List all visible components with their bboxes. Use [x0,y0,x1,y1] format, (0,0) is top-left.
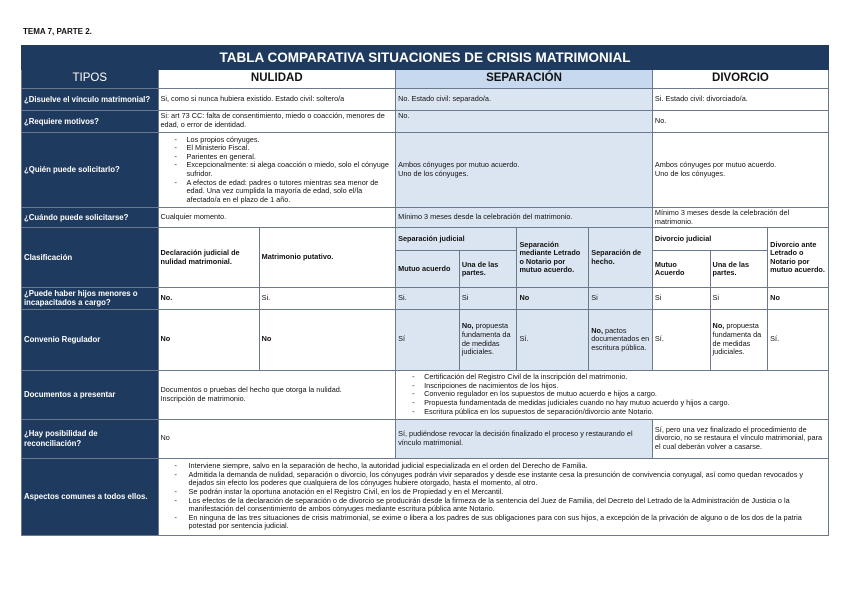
header-separacion: SEPARACIÓN [396,70,653,89]
clasificacion-sep-mutuo: Mutuo acuerdo [396,251,460,288]
solicitar-nulidad-list [161,136,394,205]
list-item: - Interviene siempre, salvo en la separación de hecho, la autoridad judicial especializada en el orden del Derecho de Familia. [175,462,827,471]
documentos-nulidad-line2: Inscripción de matrimonio. [160,393,246,403]
clasificacion-div-letrado: Divorcio ante Letrado o Notario por mutuo acuerdo. [768,228,829,288]
motivos-nulidad: Si: art 73 CC: falta de consentimiento, miedo o coacción, menores de edad, o error de identidad. [158,111,396,133]
clasificacion-div-mutuo: Mutuo Acuerdo [652,251,710,288]
solicitar-separacion-line2: Uno de los cónyuges. [398,169,469,178]
disuelve-separacion: No. Estado civil: separado/a. [396,89,653,111]
hijos-div-letrado: No [768,288,829,309]
hijos-nul-putativo: Si. [259,288,396,309]
row-label-motivos: ¿Requiere motivos? [22,111,159,133]
convenio-sep-una-text: propuesta fundamenta da de medidas judiciales. [461,321,511,357]
header-divorcio: DIVORCIO [652,70,828,89]
convenio-sep-hecho-text: pactos documentados en escritura pública. [591,325,650,352]
aspectos-list [161,462,827,531]
convenio-sep-letrado: Sí. [517,309,589,370]
reconciliacion-separacion: Sí, pudiéndose revocar la decisión finalizado el proceso y restaurando el vínculo matrimonial. [396,419,653,458]
disuelve-divorcio: Si. Estado civil: divorciado/a. [652,89,828,111]
hijos-sep-letrado: No [517,288,589,309]
list-item: - Escritura pública en los supuestos de separación/divorcio ante Notario. [412,408,826,417]
comparison-table [21,45,829,536]
list-item: - Convenio regulador en los supuestos de mutuo acuerdo e hijos a cargo. [412,390,826,399]
convenio-div-mutuo: Sí. [652,309,710,370]
clasificacion-sep-una: Una de las partes. [459,251,517,288]
convenio-sep-hecho [589,309,653,370]
motivos-separacion: No. [396,111,653,133]
clasificacion-sep-judicial: Separación judicial [396,228,517,251]
solicitar-divorcio [652,133,828,208]
solicitar-divorcio-line2: Uno de los cónyuges. [654,169,726,178]
convenio-div-una-bold: No, [712,321,725,331]
cuando-separacion: Mínimo 3 meses desde la celebración del matrimonio. [396,208,653,228]
hijos-sep-una: Si [459,288,517,309]
list-item: - Excepcionalmente: si alega coacción o miedo, solo el cónyuge sufridor. [175,161,394,178]
convenio-sep-hecho-bold: No, [591,325,603,335]
document-header: TEMA 7, PARTE 2. [23,27,92,36]
list-item: - Admitida la demanda de nulidad, separación o divorcio, los cónyuges podrán vivir separados y desde ese instante cesa la presunción de convivencia conyugal, así como quedan revocados y dejados sin efecto los poderes que cualquiera de los cónyuges hubiere otorgado, hasta el momento, al otro. [175,471,827,488]
cuando-divorcio: Mínimo 3 meses desde la celebración del matrimonio. [652,208,828,228]
hijos-sep-hecho: Si [589,288,653,309]
row-label-cuando: ¿Cuándo puede solicitarse? [22,208,159,228]
disuelve-nulidad: Si, como si nunca hubiera existido. Estado civil: soltero/a [158,89,396,111]
list-item: - Certificación del Registro Civil de la inscripción del matrimonio. [412,373,826,382]
list-item: - Propuesta fundamentada de medidas judiciales cuando no hay mutuo acuerdo y hijos a cargo. [412,399,826,408]
convenio-sep-una-bold: No, [461,321,474,331]
list-item: - A efectos de edad: padres o tutores mientras sea menor de edad. Una vez cumplida la mayoría de edad, solo el/la afectado/a en el plazo de 1 año. [175,179,394,205]
clasificacion-sep-hecho: Separación de hecho. [589,228,653,288]
list-item: - Se podrán instar la oportuna anotación en el Registro Civil, en los de Propiedad y en el Mercantil. [175,488,827,497]
header-tipos: TIPOS [22,70,159,89]
row-label-documentos: Documentos a presentar [22,370,159,419]
table-title: TABLA COMPARATIVA SITUACIONES DE CRISIS MATRIMONIAL [22,46,829,70]
reconciliacion-nulidad: No [158,419,396,458]
solicitar-nulidad [158,133,396,208]
motivos-divorcio: No. [652,111,828,133]
clasificacion-div-judicial: Divorcio judicial [652,228,767,251]
convenio-sep-una [459,309,517,370]
list-item: - El Ministerio Fiscal. [175,144,394,153]
hijos-sep-mutuo: Si. [396,288,460,309]
solicitar-divorcio-line1: Ambos cónyuges por mutuo acuerdo. [654,160,777,170]
row-label-solicitar: ¿Quién puede solicitarlo? [22,133,159,208]
list-item: - Inscripciones de nacimientos de los hijos. [412,382,826,391]
cuando-nulidad: Cualquier momento. [158,208,396,228]
clasificacion-div-una: Una de las partes. [710,251,768,288]
hijos-div-mutuo: Si [652,288,710,309]
row-label-convenio: Convenio Regulador [22,309,159,370]
documentos-nulidad [158,370,396,419]
solicitar-separacion-line1: Ambos cónyuges por mutuo acuerdo. [398,160,520,170]
convenio-div-una-text: propuesta fundamenta da de medidas judiciales. [712,321,762,357]
row-label-aspectos: Aspectos comunes a todos ellos. [22,458,159,535]
reconciliacion-divorcio: Sí, pero una vez finalizado el procedimiento de divorcio, no se restaura el vínculo matrimonial, para el cual deberán volver a casarse. [652,419,828,458]
list-item: - En ninguna de las tres situaciones de crisis matrimonial, se exime o libera a los padres de sus obligaciones para con sus hijos, a excepción de la privación de alguno o de los dos de la patria potestad por sentencia judicial. [175,514,827,531]
aspectos-comunes [158,458,829,535]
list-item: - Los propios cónyuges. [175,136,394,145]
clasificacion-sep-letrado: Separación mediante Letrado o Notario por mutuo acuerdo. [517,228,589,288]
convenio-div-letrado: Sí. [768,309,829,370]
header-nulidad: NULIDAD [158,70,396,89]
solicitar-separacion [396,133,653,208]
convenio-nul-declaracion: No [158,309,259,370]
row-label-disuelve: ¿Disuelve el vínculo matrimonial? [22,89,159,111]
list-item: - Los efectos de la declaración de separación o de divorcio se producirán desde la firmeza de la sentencia del Juez de Familia, del Decreto del Letrado de la Administración de Justicia o la manifestación del consentimiento de ambos cónyuges mediante escritura pública ante Notario. [175,497,827,514]
documentos-nulidad-line1: Documentos o pruebas del hecho que otorga la nulidad. [160,384,342,394]
documentos-list [398,373,826,416]
hijos-nul-declaracion: No. [158,288,259,309]
row-label-reconciliacion: ¿Hay posibilidad de reconciliación? [22,419,159,458]
row-label-clasificacion: Clasificación [22,228,159,288]
convenio-sep-mutuo: Sí [396,309,460,370]
row-label-hijos: ¿Puede haber hijos menores o incapacitados a cargo? [22,288,159,309]
documentos-separacion-divorcio [396,370,829,419]
hijos-div-una: Si [710,288,768,309]
list-item: - Parientes en general. [175,153,394,162]
convenio-nul-putativo: No [259,309,396,370]
convenio-div-una [710,309,768,370]
clasificacion-declaracion: Declaración judicial de nulidad matrimonial. [158,228,259,288]
clasificacion-putativo: Matrimonio putativo. [259,228,396,288]
